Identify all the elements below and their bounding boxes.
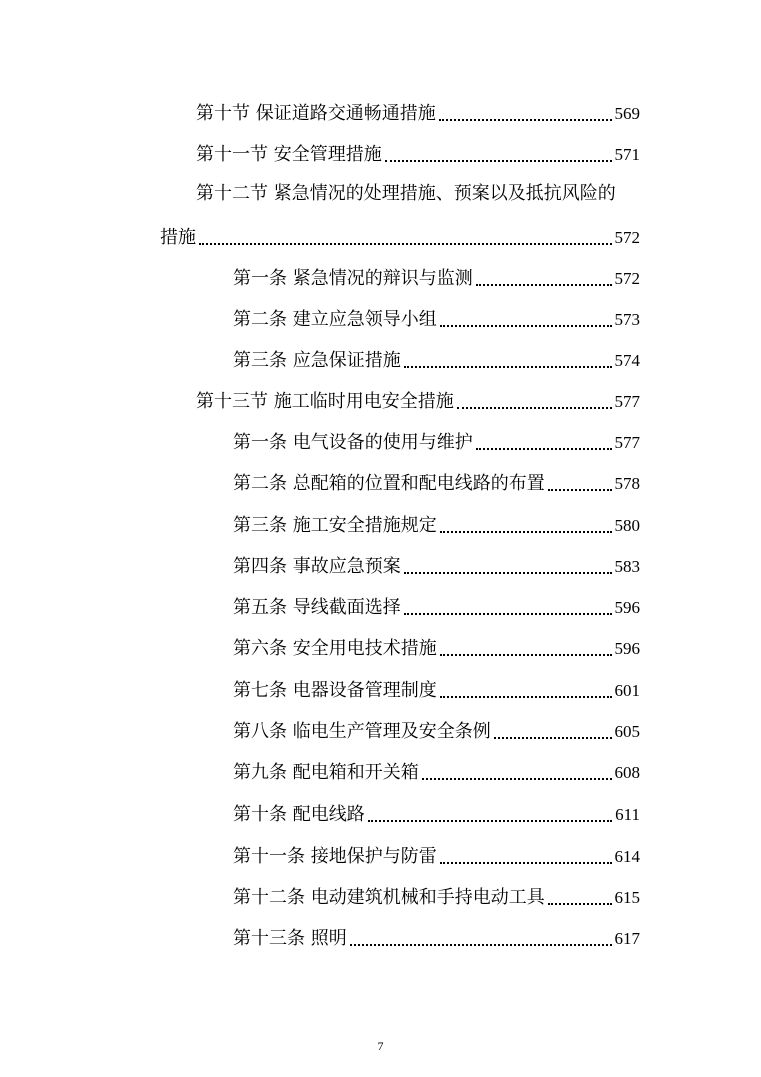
toc-entry-page: 572 [614, 228, 640, 247]
toc-entry-article[interactable] [233, 922, 640, 950]
toc-entry-page: 572 [614, 269, 640, 288]
toc-entry-title: 第八条 临电生产管理及安全条例 [233, 721, 491, 742]
toc-entry-title: 第十二条 电动建筑机械和手持电动工具 [233, 887, 545, 908]
toc-entry-section-11[interactable] [196, 138, 640, 166]
toc-entry-title: 第十三条 照明 [233, 928, 347, 949]
dot-leader [494, 737, 612, 739]
toc-entry-title: 第十节 保证道路交通畅通措施 [196, 103, 436, 124]
dot-leader [440, 862, 612, 864]
toc-entry-page: 608 [614, 763, 640, 782]
toc-entry-page: 578 [614, 474, 640, 493]
toc-entry-title: 第一条 紧急情况的辩识与监测 [233, 268, 473, 289]
dot-leader [548, 489, 612, 491]
dot-leader [476, 448, 612, 450]
toc-entry-page: 577 [614, 433, 640, 452]
toc-entry-title: 第四条 事故应急预案 [233, 556, 401, 577]
toc-entry-title: 第十一条 接地保护与防雷 [233, 846, 437, 867]
dot-leader [440, 531, 612, 533]
page-number: 7 [377, 1039, 384, 1053]
dot-leader [440, 654, 612, 656]
toc-entry-page: 569 [614, 104, 640, 123]
toc-entry-article[interactable] [233, 591, 640, 619]
dot-leader [457, 407, 612, 409]
dot-leader [439, 119, 612, 121]
toc-entry-title: 第十三节 施工临时用电安全措施 [196, 391, 454, 412]
toc-entry-title: 第三条 应急保证措施 [233, 350, 401, 371]
toc-entry-page: 583 [614, 557, 640, 576]
dot-leader [385, 160, 612, 162]
toc-entry-section-12[interactable] [160, 221, 640, 249]
toc-entry-page: 617 [614, 929, 640, 948]
toc-entry-section-10[interactable] [196, 97, 640, 125]
toc-entry-title: 第九条 配电箱和开关箱 [233, 762, 419, 783]
toc-entry-page: 596 [614, 598, 640, 617]
toc-entry-page: 601 [614, 681, 640, 700]
toc-entry-article[interactable] [233, 798, 640, 826]
toc-entry-title: 第六条 安全用电技术措施 [233, 638, 437, 659]
dot-leader [404, 613, 612, 615]
toc-entry-section-13[interactable] [196, 385, 640, 413]
toc-entry-article[interactable] [233, 881, 640, 909]
toc-entry-section-12-line1[interactable]: 第十二节 紧急情况的处理措施、预案以及抵抗风险的 [196, 183, 616, 204]
toc-entry-page: 605 [614, 722, 640, 741]
toc-entry-title: 第二条 总配箱的位置和配电线路的布置 [233, 473, 545, 494]
toc-entry-page: 596 [614, 639, 640, 658]
toc-entry-article[interactable] [233, 344, 640, 372]
toc-entry-article[interactable] [233, 426, 640, 454]
toc-entry-article[interactable] [233, 674, 640, 702]
toc-entry-article[interactable] [233, 715, 640, 743]
toc-entry-article[interactable] [233, 550, 640, 578]
dot-leader [199, 243, 612, 245]
toc-entry-article[interactable] [233, 262, 640, 290]
dot-leader [548, 903, 612, 905]
toc-entry-title: 第三条 施工安全措施规定 [233, 515, 437, 536]
toc-entry-page: 571 [614, 145, 640, 164]
toc-entry-page: 615 [614, 888, 640, 907]
toc-entry-title: 第二条 建立应急领导小组 [233, 309, 437, 330]
toc-entry-title: 第一条 电气设备的使用与维护 [233, 432, 473, 453]
toc-entry-title: 第十一节 安全管理措施 [196, 144, 382, 165]
toc-entry-page: 573 [614, 310, 640, 329]
toc-entry-article[interactable] [233, 756, 640, 784]
toc-entry-title: 措施 [160, 227, 196, 248]
dot-leader [422, 778, 612, 780]
toc-entry-article[interactable] [233, 632, 640, 660]
dot-leader [404, 572, 612, 574]
dot-leader [440, 696, 612, 698]
toc-entry-page: 580 [614, 516, 640, 535]
toc-entry-article[interactable] [233, 840, 640, 868]
dot-leader [476, 284, 612, 286]
toc-entry-article[interactable] [233, 467, 640, 495]
toc-entry-page: 577 [614, 392, 640, 411]
dot-leader [404, 366, 612, 368]
toc-entry-article[interactable] [233, 303, 640, 331]
toc-entry-page: 611 [615, 805, 640, 824]
toc-entry-page: 574 [614, 351, 640, 370]
toc-entry-title: 第十条 配电线路 [233, 804, 365, 825]
toc-entry-title: 第七条 电器设备管理制度 [233, 680, 437, 701]
dot-leader [368, 820, 612, 822]
toc-entry-article[interactable] [233, 509, 640, 537]
dot-leader [350, 944, 612, 946]
toc-entry-title: 第五条 导线截面选择 [233, 597, 401, 618]
toc-entry-page: 614 [614, 847, 640, 866]
dot-leader [440, 325, 612, 327]
